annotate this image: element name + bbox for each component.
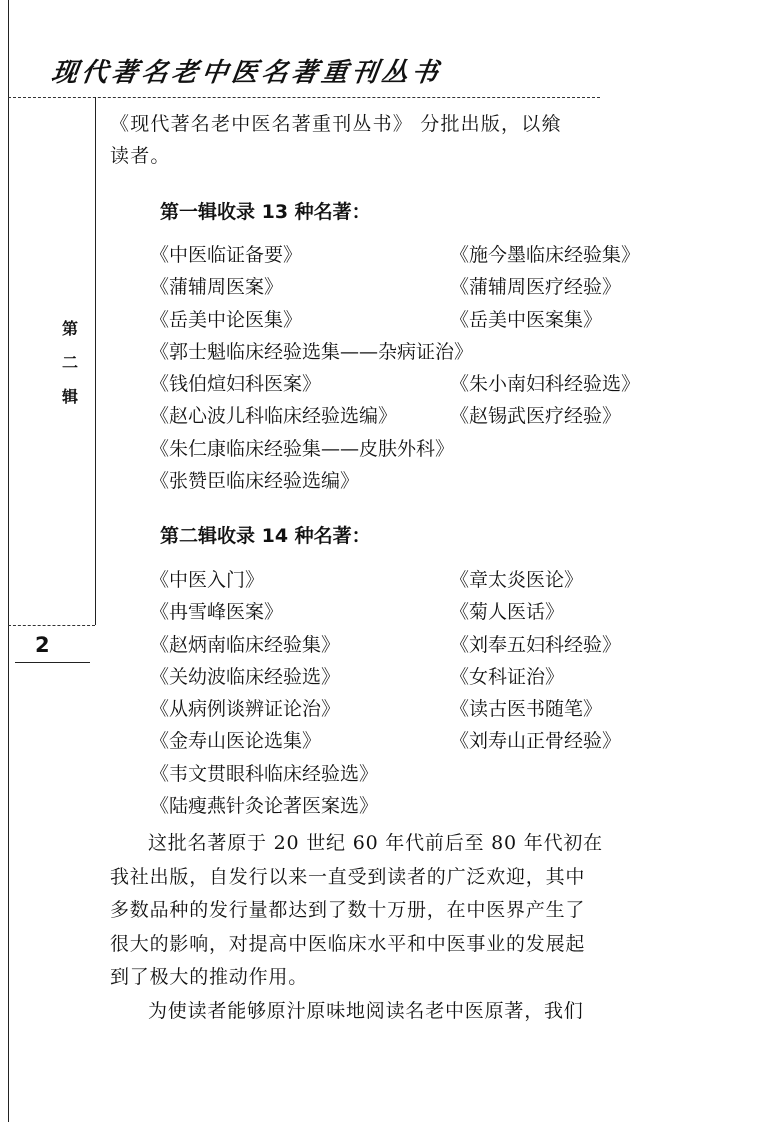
book-row	[150, 305, 690, 337]
section-tab-char: 第	[61, 319, 78, 338]
page-number: 2	[35, 633, 50, 657]
book-row	[150, 791, 690, 823]
book-row	[150, 726, 690, 758]
book-row	[150, 597, 690, 629]
book-title: 《韦文贯眼科临床经验选》	[150, 762, 379, 785]
book-row	[150, 401, 690, 433]
book-title: 《赵炳南临床经验集》	[150, 633, 341, 656]
book-title: 《刘奉五妇科经验》	[450, 633, 622, 656]
paragraph-line: 多数品种的发行量都达到了数十万册，在中医界产生了	[110, 899, 586, 921]
book-title: 《金寿山医论选集》	[150, 730, 322, 753]
book-title: 《施今墨临床经验集》	[450, 244, 641, 266]
book-title: 《中医入门》	[150, 569, 265, 591]
intro-line: 读者。	[110, 145, 171, 167]
margin-vertical-rule	[95, 97, 96, 625]
batch1-heading: 第一辑收录 13 种名著：	[160, 201, 371, 223]
body-paragraph-1	[110, 827, 685, 995]
book-title: 《朱小南妇科经验选》	[450, 373, 641, 396]
book-row	[150, 466, 690, 498]
book-row	[150, 240, 690, 272]
paragraph-line: 我社出版，自发行以来一直受到读者的广泛欢迎，其中	[110, 865, 586, 888]
book-title: 《菊人医话》	[450, 601, 565, 624]
batch2-book-list	[150, 565, 690, 823]
section-tab-char: 二	[61, 353, 78, 372]
intro-paragraph	[110, 108, 680, 172]
book-title: 《赵锡武医疗经验》	[450, 405, 622, 428]
page-number-rule	[15, 662, 90, 663]
book-title: 《钱伯煊妇科医案》	[150, 373, 322, 396]
book-title: 《读古医书随笔》	[450, 698, 603, 721]
book-title: 《岳美中论医集》	[150, 308, 303, 331]
book-row	[150, 434, 690, 466]
paragraph-line: 为使读者能够原汁原味地阅读名老中医原著，我们	[148, 1000, 584, 1022]
book-row	[150, 759, 690, 791]
book-title: 《陆瘦燕针灸论著医案选》	[150, 795, 379, 818]
book-title: 《从病例谈辨证论治》	[150, 698, 341, 721]
book-title: 《郭士魁临床经验选集——杂病证治》	[150, 340, 474, 363]
body-paragraph-2	[110, 995, 685, 1029]
book-title: 《蒲辅周医疗经验》	[450, 276, 622, 299]
book-row	[150, 272, 690, 304]
book-row	[150, 662, 690, 694]
paragraph-line: 很大的影响，对提高中医临床水平和中医事业的发展起	[110, 932, 586, 955]
intro-line: 《现代著名老中医名著重刊丛书》 分批出版，以飨	[110, 113, 562, 135]
book-title: 《冉雪峰医案》	[150, 601, 284, 624]
book-title: 《岳美中医案集》	[450, 308, 603, 331]
section-tab	[60, 312, 80, 414]
section-tab-char: 辑	[61, 387, 78, 406]
batch1-book-list	[150, 240, 690, 498]
header-dashed-rule	[8, 97, 600, 98]
book-title: 《朱仁康临床经验集——皮肤外科》	[150, 437, 455, 460]
page-edge-line	[8, 0, 9, 1122]
book-title: 《关幼波临床经验选》	[150, 665, 341, 688]
series-header-title: 现代著名老中医名著重刊丛书	[49, 58, 444, 88]
book-row	[150, 369, 690, 401]
margin-dashed-rule	[8, 625, 95, 626]
paragraph-line: 这批名著原于 20 世纪 60 年代前后至 80 年代初在	[148, 832, 603, 854]
book-title: 《蒲辅周医案》	[150, 276, 284, 299]
book-row	[150, 337, 690, 369]
book-title: 《赵心波儿科临床经验选编》	[150, 405, 398, 428]
book-title: 《刘寿山正骨经验》	[450, 730, 622, 753]
book-title: 《中医临证备要》	[150, 244, 303, 266]
book-row	[150, 694, 690, 726]
book-title: 《章太炎医论》	[450, 569, 584, 591]
book-row	[150, 565, 690, 597]
book-title: 《张赞臣临床经验选编》	[150, 470, 360, 493]
batch2-heading: 第二辑收录 14 种名著：	[160, 525, 371, 547]
book-row	[150, 630, 690, 662]
book-title: 《女科证治》	[450, 665, 565, 688]
paragraph-line: 到了极大的推动作用。	[110, 966, 309, 988]
